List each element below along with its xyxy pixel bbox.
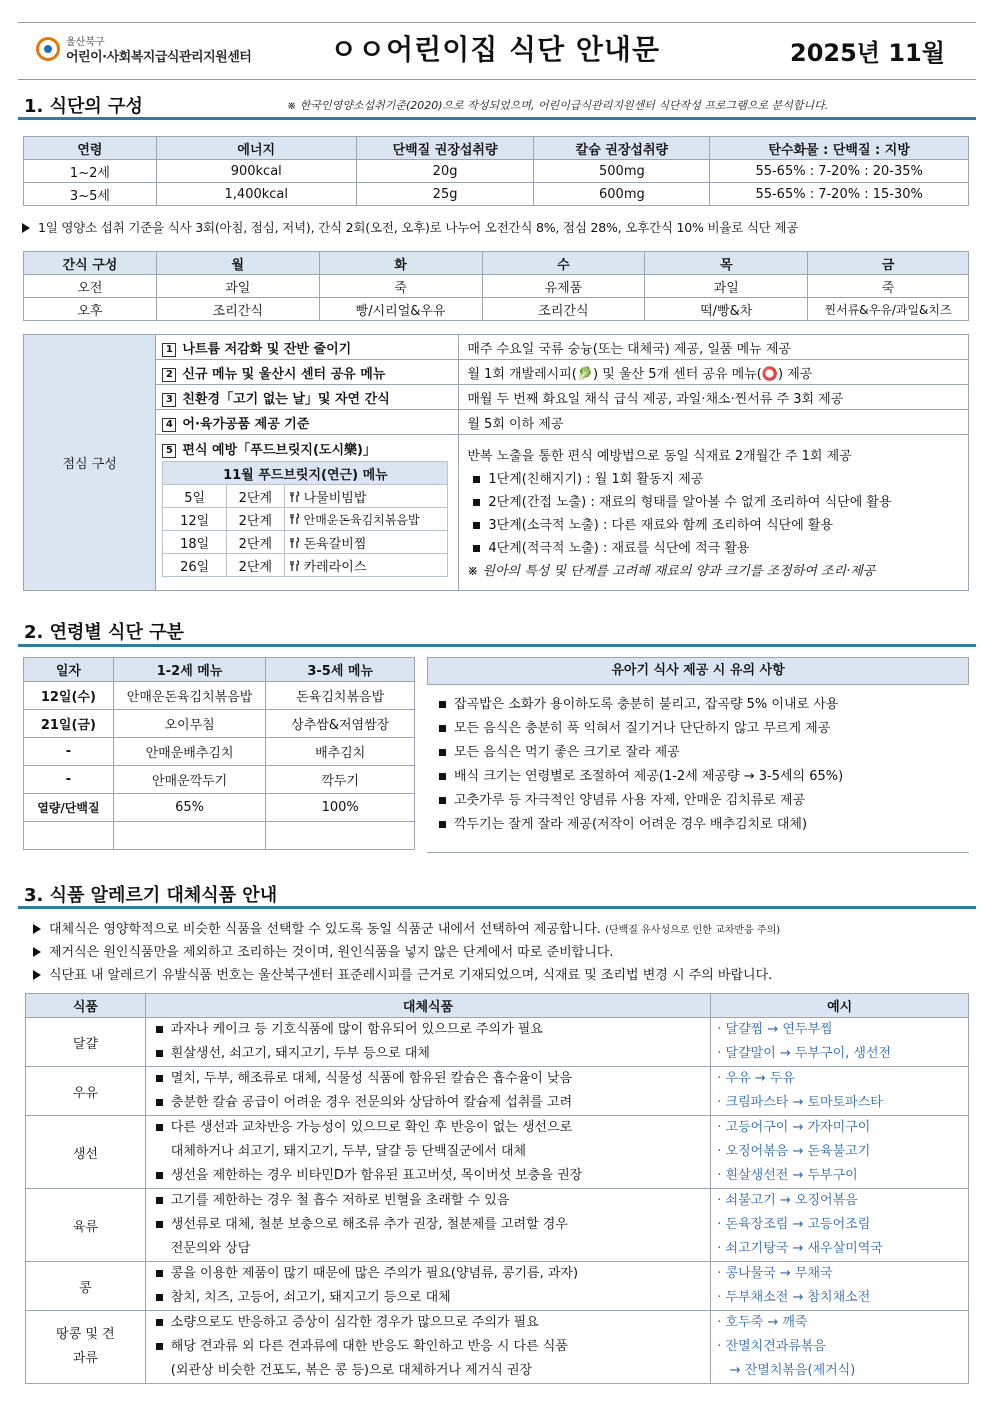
allergy-subs (145, 1018, 710, 1067)
foodbridge-header: 11월 푸드브릿지(연근) 메뉴 (163, 462, 448, 485)
nutrition-header-row (24, 137, 969, 160)
allergy-sub-line: (외관상 비슷한 건포도, 볶은 콩 등)으로 대체하거나 제거식 권장 (170, 1363, 533, 1378)
lunch-table (23, 334, 969, 591)
allergy-header-row (26, 994, 969, 1018)
allergy-sub-text: 생선류로 대체, 철분 보충으로 해조류 추가 권장, 철분제를 고려할 경우 (170, 1217, 568, 1232)
header-divider (18, 79, 976, 80)
allergy-sub-text: 콩을 이용한 제품이 많기 때문에 많은 주의가 필요(양념류, 콩기름, 과자) (170, 1266, 579, 1281)
allergy-sub-line (150, 1018, 710, 1042)
table-cell: 열량/단백질 (24, 794, 114, 822)
allergy-sub-text: 멸치, 두부, 해조류로 대체, 식물성 식품에 함유된 칼슘은 흡수율이 낮음 (170, 1071, 573, 1086)
allergy-example: · 고등어구이 → 가자미구이 (717, 1120, 871, 1135)
allergy-food: 우유 (26, 1067, 146, 1116)
foodbridge-step-text: 2단계(간접 노출) : 재료의 형태를 알아볼 수 없게 조리하여 식단에 활용 (488, 495, 892, 510)
table-cell: 안매운깍두기 (113, 766, 266, 794)
snack-table (23, 251, 969, 321)
allergy-example: · 콩나물국 → 무채국 (717, 1266, 833, 1281)
table-row (163, 531, 448, 554)
square-bullet-icon (156, 1319, 163, 1326)
allergy-bullet (33, 964, 772, 983)
foodbridge-menu: 나물비빔밥 (303, 490, 367, 506)
snack-header: 목 (645, 252, 808, 275)
table-cell (284, 531, 448, 554)
foodbridge-desc-cell (459, 435, 969, 591)
allergy-sub-line (150, 1067, 710, 1091)
allergy-sub-text: 충분한 칼슘 공급이 어려운 경우 전문의와 상담하여 칼슘제 섭취를 고려 (170, 1095, 573, 1110)
allergy-sub-line: 대체하거나 쇠고기, 돼지고기, 두부, 달걀 등 단백질군에서 대체 (170, 1144, 527, 1159)
table-cell: 25g (356, 183, 534, 206)
fork-spoon-icon (289, 513, 301, 525)
table-row (163, 554, 448, 577)
foodbridge-menu: 안매운돈육김치볶음밥 (303, 512, 420, 527)
table-cell (24, 822, 114, 850)
table-cell: - (24, 738, 114, 766)
allergy-food: 육류 (26, 1189, 146, 1262)
table-cell: 빵/시리얼&우유 (319, 298, 482, 321)
foodbridge-step-text: 3단계(소극적 노출) : 다른 재료와 함께 조리하여 식단에 활용 (488, 518, 834, 533)
square-bullet-icon (156, 1197, 163, 1204)
allergy-sub-line (150, 1116, 710, 1140)
allergy-row (26, 1067, 969, 1116)
table-cell: 12일(수) (24, 682, 114, 710)
table-cell (284, 554, 448, 577)
lunch-item-title (162, 439, 452, 461)
foodbridge-table (162, 461, 448, 577)
lunch-row (24, 385, 969, 410)
fork-spoon-icon (289, 560, 301, 572)
table-cell: 배추김치 (266, 738, 415, 766)
square-bullet-icon (156, 1294, 163, 1301)
table-row (24, 682, 415, 710)
allergy-bullet (33, 918, 780, 937)
square-bullet-icon (156, 1270, 163, 1277)
allergy-example: · 달걀말이 → 두부구이, 생선전 (717, 1046, 892, 1061)
nutrition-header: 칼슘 권장섭취량 (534, 137, 710, 160)
nutrition-table (23, 136, 969, 206)
allergy-sub-line (150, 1189, 710, 1213)
allergy-sub-text: 참치, 치즈, 고등어, 쇠고기, 돼지고기 등으로 대체 (170, 1290, 451, 1305)
snack-header: 화 (319, 252, 482, 275)
table-cell (113, 822, 266, 850)
allergy-examples (711, 1189, 969, 1262)
allergy-sub-text: 흰살생선, 쇠고기, 돼지고기, 두부 등으로 대체 (170, 1046, 430, 1061)
table-cell: 2단계 (227, 531, 285, 554)
allergy-example: · 두부채소전 → 참치채소전 (717, 1290, 871, 1305)
section3-title: 3. 식품 알레르기 대체식품 안내 (24, 885, 278, 906)
table-cell: 안매운배추김치 (113, 738, 266, 766)
table-cell (284, 508, 448, 531)
square-bullet-icon (156, 1026, 163, 1033)
allergy-subs (145, 1262, 710, 1311)
caution-item-text: 잡곡밥은 소화가 용이하도록 충분히 불리고, 잡곡량 5% 이내로 사용 (454, 697, 839, 712)
allergy-food: 콩 (26, 1262, 146, 1311)
allergy-example: · 오징어볶음 → 돈육불고기 (717, 1144, 871, 1159)
age-header: 일자 (24, 658, 114, 682)
table-row (163, 508, 448, 531)
logo-name: 어린이·사회복지급식관리지원센터 (66, 50, 252, 65)
table-cell: 12일 (163, 508, 227, 531)
section2-rule (18, 644, 976, 647)
allergy-food: 생선 (26, 1116, 146, 1189)
fork-spoon-icon (289, 537, 301, 549)
table-cell: 500mg (534, 160, 710, 183)
table-cell (266, 822, 415, 850)
caution-item (433, 813, 969, 837)
allergy-bullet-note: (단백질 유사성으로 인한 교차반응 주의) (605, 925, 781, 936)
table-cell: 죽 (319, 275, 482, 298)
caution-item (433, 765, 969, 789)
table-cell: 과일 (156, 275, 319, 298)
allergy-row (26, 1311, 969, 1384)
allergy-header: 대체식품 (145, 994, 710, 1018)
allergy-example: → 잔멸치볶음(제거식) (717, 1363, 856, 1378)
allergy-example: · 우유 → 두유 (717, 1071, 795, 1086)
lunch-label: 점심 구성 (24, 335, 156, 591)
foodbridge-cell (156, 435, 459, 591)
table-cell: 55-65% : 7-20% : 20-35% (710, 160, 969, 183)
nutrition-header: 연령 (24, 137, 157, 160)
table-cell: 조리간식 (482, 298, 645, 321)
allergy-bullet-text: 제거식은 원인식품만을 제외하고 조리하는 것이며, 원인식품을 넣지 않은 단계에서 따로 준비합니다. (49, 945, 614, 960)
intake-note (22, 218, 798, 236)
lunch-item-title (156, 410, 459, 435)
table-cell: 찐서류&우유/과일&치즈 (808, 298, 969, 321)
section3-rule (18, 906, 976, 909)
table-cell: - (24, 766, 114, 794)
table-row (24, 822, 415, 850)
nutrition-header: 탄수화물 : 단백질 : 지방 (710, 137, 969, 160)
allergy-sub-text: 고기를 제한하는 경우 철 흡수 저하로 빈혈을 초래할 수 있음 (170, 1193, 510, 1208)
logo-subtitle: 울산북구 (66, 37, 105, 48)
center-logo (36, 33, 256, 67)
allergy-bullet-text: 대체식은 영양학적으로 비슷한 식품을 선택할 수 있도록 동일 식품군 내에서 선택하여 제공합니다. (49, 922, 601, 937)
age-header: 3-5세 메뉴 (266, 658, 415, 682)
table-cell: 죽 (808, 275, 969, 298)
table-cell: 과일 (645, 275, 808, 298)
foodbridge-step (467, 537, 968, 560)
square-bullet-icon (473, 522, 480, 529)
caution-item-text: 모든 음식은 먹기 좋은 크기로 잘라 제공 (454, 745, 680, 760)
section1-note: ※ 한국인영양소섭취기준(2020)으로 작성되었으며, 어린이급식관리지원센터 식단작성 프로그램으로 분석합니다. (287, 99, 829, 112)
square-bullet-icon (439, 797, 446, 804)
caution-title: 유아기 식사 제공 시 유의 사항 (427, 657, 969, 685)
foodbridge-note: ※ 원아의 특성 및 단계를 고려해 재료의 양과 크기를 조정하여 조리·제공 (467, 564, 876, 579)
foodbridge-step (467, 514, 968, 537)
square-bullet-icon (156, 1172, 163, 1179)
table-row (24, 160, 969, 183)
allergy-example: · 돈육장조림 → 고등어조림 (717, 1217, 871, 1232)
allergy-examples (711, 1311, 969, 1384)
lunch-item-desc: 월 1회 개발레시피(🥬) 및 울산 5개 센터 공유 메뉴(⭕) 제공 (459, 360, 969, 385)
allergy-example: · 쇠고기탕국 → 새우살미역국 (717, 1241, 883, 1256)
table-cell: 2단계 (227, 508, 285, 531)
foodbridge-step (467, 468, 968, 491)
table-cell: 5일 (163, 485, 227, 508)
table-cell: 오이무침 (113, 710, 266, 738)
table-cell: 조리간식 (156, 298, 319, 321)
table-row (24, 766, 415, 794)
lunch-item-title-text: 편식 예방「푸드브릿지(도시樂)」 (182, 443, 376, 458)
lunch-item-title-text: 신규 메뉴 및 울산시 센터 공유 메뉴 (182, 366, 386, 382)
square-bullet-icon (439, 725, 446, 732)
allergy-example: · 쇠불고기 → 오징어볶음 (717, 1193, 858, 1208)
allergy-row (26, 1262, 969, 1311)
snack-header-row (24, 252, 969, 275)
top-divider (18, 22, 976, 23)
allergy-sub-text: 소량으로도 반응하고 증상이 심각한 경우가 많으므로 주의가 필요 (170, 1315, 539, 1330)
lunch-row (24, 410, 969, 435)
allergy-bullet (33, 941, 613, 960)
allergy-subs (145, 1311, 710, 1384)
foodbridge-header-row (163, 462, 448, 485)
square-bullet-icon (473, 499, 480, 506)
allergy-example: · 호두죽 → 깨죽 (717, 1315, 808, 1330)
caution-item-text: 깍두기는 잘게 잘라 제공(저작이 어려운 경우 배추김치로 대체) (454, 817, 808, 832)
age-header: 1-2세 메뉴 (113, 658, 266, 682)
lunch-row (24, 435, 969, 591)
table-row (24, 298, 969, 321)
table-cell: 600mg (534, 183, 710, 206)
nutrition-header: 에너지 (156, 137, 356, 160)
snack-header: 수 (482, 252, 645, 275)
allergy-sub-line (150, 1091, 710, 1115)
caution-item (433, 717, 969, 741)
table-row (24, 794, 415, 822)
lunch-item-title-text: 나트륨 저감화 및 잔반 줄이기 (182, 341, 352, 357)
table-row (24, 738, 415, 766)
box-number-icon: 5 (162, 444, 176, 458)
caution-item-text: 배식 크기는 연령별로 조절하여 제공(1-2세 제공량 → 3-5세의 65%) (454, 769, 844, 784)
box-number-icon: 2 (162, 368, 176, 382)
nutrition-header: 단백질 권장섭취량 (356, 137, 534, 160)
snack-header: 금 (808, 252, 969, 275)
lunch-item-title-text: 친환경「고기 없는 날」및 자연 간식 (182, 391, 390, 407)
lunch-item-desc: 월 5회 이하 제공 (459, 410, 969, 435)
allergy-examples (711, 1262, 969, 1311)
foodbridge-step-text: 4단계(적극적 노출) : 재료를 식단에 적극 활용 (488, 541, 750, 556)
section1-rule (18, 117, 976, 120)
square-bullet-icon (439, 773, 446, 780)
allergy-row (26, 1018, 969, 1067)
triangle-bullet-icon (33, 970, 41, 980)
table-cell: 1~2세 (24, 160, 157, 183)
allergy-sub-line (150, 1042, 710, 1066)
allergy-examples (711, 1067, 969, 1116)
table-cell: 1,400kcal (156, 183, 356, 206)
square-bullet-icon (156, 1099, 163, 1106)
allergy-row (26, 1116, 969, 1189)
lunch-item-desc: 매월 두 번째 화요일 채식 급식 제공, 과일·채소·찐서류 주 3회 제공 (459, 385, 969, 410)
caution-item (433, 693, 969, 717)
table-row (24, 183, 969, 206)
allergy-examples (711, 1116, 969, 1189)
page-month: 2025년 11월 (790, 39, 945, 67)
allergy-sub-line (150, 1335, 710, 1359)
lunch-item-title-text: 어·육가공품 제공 기준 (182, 416, 310, 432)
allergy-bullet-text: 식단표 내 알레르기 유발식품 번호는 울산북구센터 표준레시피를 근거로 기재되었으며, 식재료 및 조리법 변경 시 주의 바랍니다. (49, 968, 773, 983)
foodbridge-step-text: 1단계(친해지기) : 월 1회 활동지 제공 (488, 472, 704, 487)
allergy-sub-text: 다른 생선과 교차반응 가능성이 있으므로 확인 후 반응이 없는 생선으로 (170, 1120, 573, 1135)
caution-box (427, 657, 969, 853)
intake-note-text: 1일 영양소 섭취 기준을 식사 3회(아침, 점심, 저녁), 간식 2회(오전, 오후)로 나누어 오전간식 8%, 점심 28%, 오후간식 10% 비율로 식단 제공 (38, 220, 799, 235)
allergy-sub-line: 전문의와 상담 (170, 1241, 251, 1256)
page-title: ㅇㅇ어린이집 식단 안내문 (330, 33, 661, 66)
allergy-header: 예시 (711, 994, 969, 1018)
square-bullet-icon (473, 545, 480, 552)
section2-title: 2. 연령별 식단 구분 (24, 622, 184, 643)
caution-item-text: 고춧가루 등 자극적인 양념류 사용 자제, 안매운 김치류로 제공 (454, 793, 806, 808)
allergy-sub-line (150, 1262, 710, 1286)
lunch-item-title (156, 335, 459, 360)
table-cell: 오전 (24, 275, 157, 298)
square-bullet-icon (156, 1075, 163, 1082)
box-number-icon: 4 (162, 418, 176, 432)
foodbridge-menu: 돈육갈비찜 (303, 536, 367, 552)
lunch-item-desc: 매주 수요일 국류 숭늉(또는 대체국) 제공, 일품 메뉴 제공 (459, 335, 969, 360)
table-cell (284, 485, 448, 508)
allergy-row (26, 1189, 969, 1262)
table-cell: 55-65% : 7-20% : 15-30% (710, 183, 969, 206)
table-cell: 떡/빵&차 (645, 298, 808, 321)
allergy-example: · 잔멸치견과류볶음 (717, 1339, 827, 1354)
caution-item (433, 789, 969, 813)
table-cell: 상추쌈&저염쌈장 (266, 710, 415, 738)
square-bullet-icon (156, 1124, 163, 1131)
square-bullet-icon (439, 701, 446, 708)
caution-item (433, 741, 969, 765)
allergy-table (25, 993, 969, 1384)
allergy-food: 달걀 (26, 1018, 146, 1067)
allergy-sub-line (150, 1311, 710, 1335)
table-cell: 100% (266, 794, 415, 822)
caution-item-text: 모든 음식은 충분히 푹 익혀서 질기거나 단단하지 않고 무르게 제공 (454, 721, 831, 736)
table-cell: 돈육김치볶음밥 (266, 682, 415, 710)
allergy-subs (145, 1116, 710, 1189)
allergy-example: · 달걀찜 → 연두부찜 (717, 1022, 833, 1037)
age-menu-table (23, 657, 415, 850)
table-row (24, 275, 969, 298)
age-header-row (24, 658, 415, 682)
lunch-row (24, 335, 969, 360)
table-cell: 유제품 (482, 275, 645, 298)
square-bullet-icon (156, 1050, 163, 1057)
allergy-sub-text: 생선을 제한하는 경우 비타민D가 함유된 표고버섯, 목이버섯 보충을 권장 (170, 1168, 583, 1183)
allergy-examples (711, 1018, 969, 1067)
table-cell: 65% (113, 794, 266, 822)
table-row (163, 485, 448, 508)
table-cell: 2단계 (227, 485, 285, 508)
table-cell: 26일 (163, 554, 227, 577)
triangle-bullet-icon (33, 924, 41, 934)
fork-spoon-icon (289, 491, 301, 503)
lunch-item-title (156, 360, 459, 385)
square-bullet-icon (156, 1221, 163, 1228)
table-cell: 2단계 (227, 554, 285, 577)
table-cell: 깍두기 (266, 766, 415, 794)
box-number-icon: 1 (162, 343, 176, 357)
square-bullet-icon (439, 749, 446, 756)
box-number-icon: 3 (162, 393, 176, 407)
table-row (24, 710, 415, 738)
allergy-sub-text: 과자나 케이크 등 기호식품에 많이 함유되어 있으므로 주의가 필요 (170, 1022, 543, 1037)
allergy-subs (145, 1067, 710, 1116)
allergy-example: · 크림파스타 → 토마토파스타 (717, 1095, 883, 1110)
square-bullet-icon (439, 821, 446, 828)
table-cell: 21일(금) (24, 710, 114, 738)
table-cell: 18일 (163, 531, 227, 554)
foodbridge-menu: 카레라이스 (303, 559, 367, 575)
triangle-bullet-icon (22, 223, 30, 233)
table-cell: 20g (356, 160, 534, 183)
snack-header: 월 (156, 252, 319, 275)
table-cell: 3~5세 (24, 183, 157, 206)
allergy-sub-line (150, 1213, 710, 1237)
allergy-subs (145, 1189, 710, 1262)
square-bullet-icon (473, 476, 480, 483)
lunch-item-title (156, 385, 459, 410)
caution-list (427, 685, 969, 837)
logo-icon (36, 37, 60, 61)
allergy-sub-text: 해당 견과류 외 다른 견과류에 대한 반응도 확인하고 반응 시 다른 식품 (170, 1339, 568, 1354)
lunch-row (24, 360, 969, 385)
snack-header: 간식 구성 (24, 252, 157, 275)
table-cell: 안매운돈육김치볶음밥 (113, 682, 266, 710)
allergy-sub-line (150, 1164, 710, 1188)
triangle-bullet-icon (33, 947, 41, 957)
allergy-example: · 흰살생선전 → 두부구이 (717, 1168, 858, 1183)
square-bullet-icon (156, 1343, 163, 1350)
section1-title: 1. 식단의 구성 (24, 96, 143, 117)
allergy-header: 식품 (26, 994, 146, 1018)
foodbridge-step (467, 491, 968, 514)
table-cell: 900kcal (156, 160, 356, 183)
table-cell: 오후 (24, 298, 157, 321)
allergy-food: 땅콩 및 견과류 (26, 1311, 146, 1384)
allergy-sub-line (150, 1286, 710, 1310)
foodbridge-desc: 반복 노출을 통한 편식 예방법으로 동일 식재료 2개월간 주 1회 제공 (467, 449, 852, 464)
